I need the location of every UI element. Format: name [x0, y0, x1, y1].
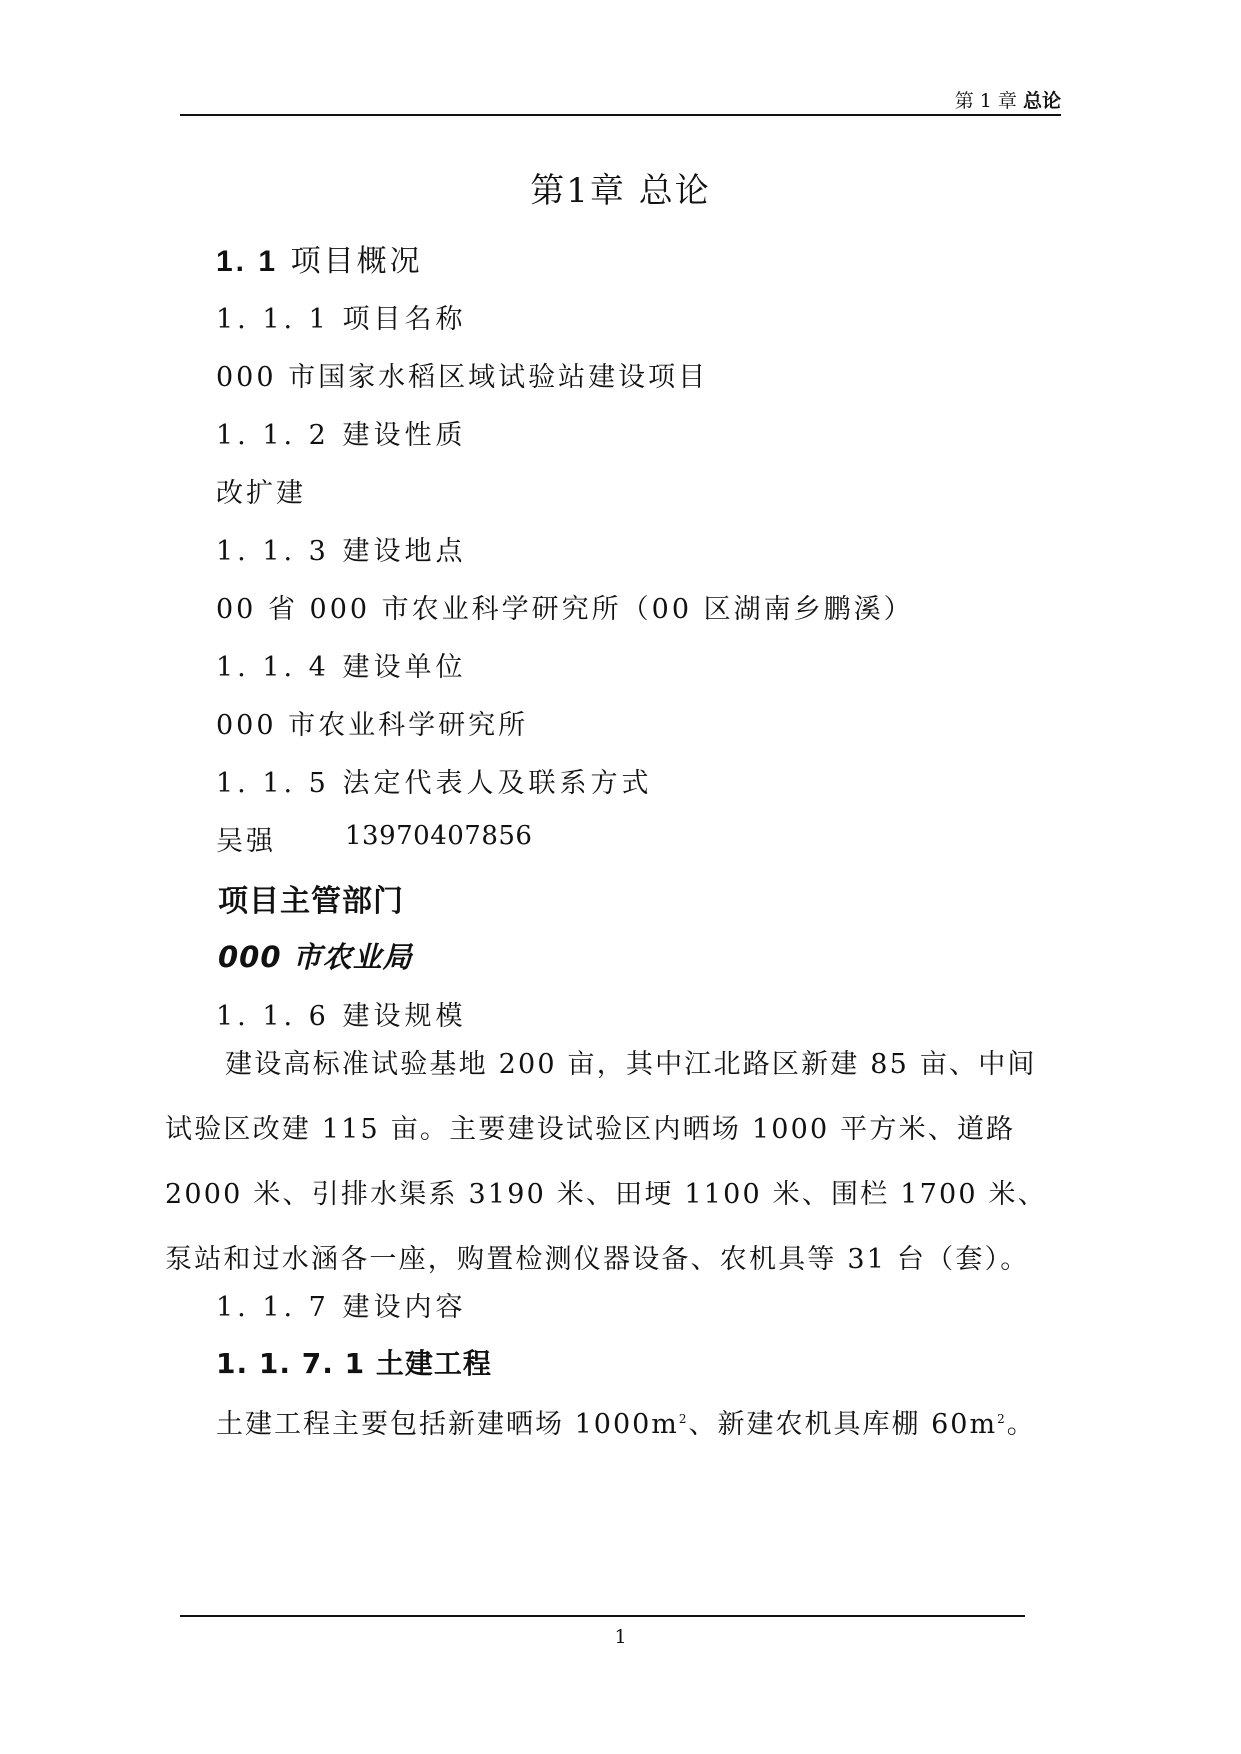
- running-header: [955, 86, 1061, 113]
- section-1-1-1-heading: 1. 1. 1 项目名称: [216, 304, 467, 335]
- civil-works-text-c: 。: [1006, 1409, 1036, 1440]
- header-chapter-prefix: 第 1 章: [954, 90, 1017, 112]
- project-name: 000 市国家水稻区域试验站建设项目: [216, 362, 709, 393]
- chapter-title: 第1章 总论: [530, 171, 711, 211]
- section-1-1-2-heading: 1. 1. 2 建设性质: [216, 420, 467, 451]
- construction-unit: 000 市农业科学研究所: [216, 710, 529, 741]
- section-1-1-5-heading: 1. 1. 5 法定代表人及联系方式: [216, 768, 653, 799]
- section-1-1-7-1-heading: 1. 1. 7. 1 土建工程: [216, 1347, 492, 1380]
- construction-nature: 改扩建: [216, 478, 306, 509]
- civil-works-text-b: 、新建农机具库棚 60m: [688, 1409, 998, 1440]
- section-1-1-4-heading: 1. 1. 4 建设单位: [216, 652, 467, 683]
- section-1-1-number: 1. 1: [216, 245, 279, 278]
- legal-rep-phone: 13970407856: [345, 821, 533, 851]
- construction-scale-paragraph: 建设高标准试验基地 200 亩，其中江北路区新建 85 亩、中间试验区改建 115 亩。主要建设试验区内晒场 1000 平方米、道路 2000 米、引排水渠系 3190 米、田埂 1100 米、围栏 1700 米、泵站和过水涵各一座，购置检测仪器设备、农机具等 31 台（套）。: [165, 1049, 1047, 1275]
- section-1-1-3-heading: 1. 1. 3 建设地点: [216, 536, 467, 567]
- civil-works-text-a: 土建工程主要包括新建晒场 1000m: [216, 1409, 679, 1440]
- legal-rep-name: 吴强: [216, 826, 276, 857]
- section-1-1-heading: [216, 236, 423, 280]
- superscript-b: 2: [997, 1412, 1007, 1426]
- header-chapter-name: 总论: [1022, 90, 1061, 112]
- department-name: 000 市农业局: [218, 940, 413, 974]
- department-heading: 项目主管部门: [218, 884, 404, 919]
- superscript-a: 2: [678, 1412, 689, 1426]
- civil-works-paragraph: [216, 1402, 1036, 1441]
- page-number: 1: [614, 1626, 627, 1648]
- section-1-1-7-heading: 1. 1. 7 建设内容: [216, 1292, 467, 1323]
- construction-location: 00 省 000 市农业科学研究所（00 区湖南乡鹏溪）: [216, 594, 914, 625]
- section-1-1-6-heading: 1. 1. 6 建设规模: [216, 1001, 467, 1032]
- footer-rule: [180, 1615, 1025, 1617]
- header-rule: [180, 114, 1061, 116]
- section-1-1-title: 项目概况: [290, 244, 423, 279]
